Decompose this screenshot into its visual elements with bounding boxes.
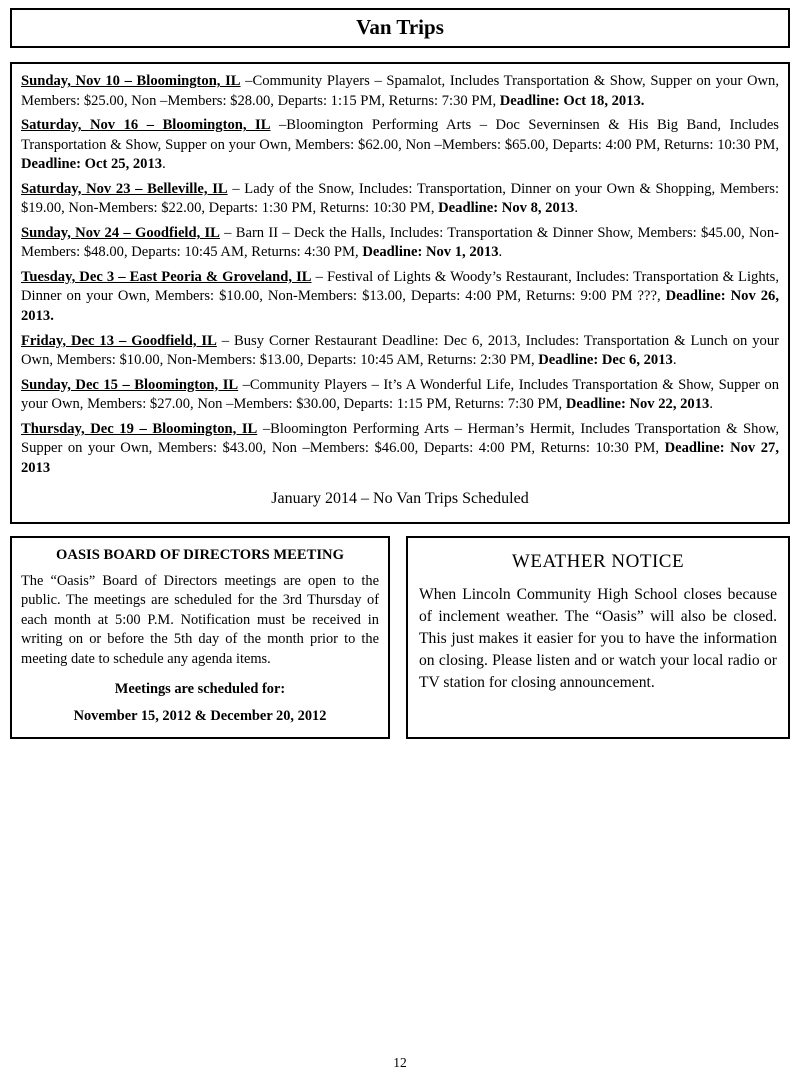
page-title: Van Trips <box>356 15 444 39</box>
board-schedule-dates: November 15, 2012 & December 20, 2012 <box>73 708 327 725</box>
trip-segment-bold: Deadline: Dec 6, 2013 <box>538 352 673 369</box>
trip-segment-bold: Deadline: Nov 1, 2013 <box>362 244 499 261</box>
trip-entry <box>21 116 779 175</box>
trip-segment-bold: Deadline: Nov 26, 2013. <box>21 288 779 325</box>
trip-segment-heading: Saturday, Nov 16 – Bloomington, IL <box>21 117 271 134</box>
weather-notice-title: WEATHER NOTICE <box>511 550 685 572</box>
board-meeting-title: OASIS BOARD OF DIRECTORS MEETING <box>56 546 344 563</box>
trip-entry <box>21 420 779 479</box>
trip-segment-heading: Sunday, Nov 24 – Goodfield, IL <box>21 224 220 241</box>
no-trips-note: January 2014 – No Van Trips Scheduled <box>271 490 529 508</box>
trip-segment-bold: Deadline: Oct 25, 2013 <box>21 156 163 173</box>
trip-segment-normal: . <box>162 156 166 173</box>
trip-entry <box>21 72 779 111</box>
trip-segment-normal: . <box>709 396 713 413</box>
trip-segment-normal: – Busy Corner Restaurant Deadline: Dec 6, 2013, Includes: Transportation & Lunch on your Own, Members: $10.00, Non-Members: $13.00, Departs: 10:45 AM, Returns: 2:30 PM, <box>21 332 779 369</box>
trip-segment-normal: – Festival of Lights & Woody’s Restaurant, Includes: Transportation & Lights, Dinner on your Own, Members: $10.00, Non-Members: $13.00, Departs: 4:00 PM, Returns: 9:00 PM ???, <box>21 268 779 305</box>
page-title-box <box>10 8 790 48</box>
trip-segment-normal: . <box>672 352 677 369</box>
page-number: 12 <box>393 1055 407 1070</box>
board-meeting-panel <box>10 536 390 739</box>
trip-segment-heading: Friday, Dec 13 – Goodfield, IL <box>21 332 217 349</box>
trip-segment-bold: Deadline: Oct 18, 2013. <box>499 92 645 109</box>
weather-notice-body: When Lincoln Community High School closes because of inclement weather. The “Oasis” will also be closed. This just makes it easier for you to have the information on closing. Please listen and or watch your local radio or TV station for closing announcement. <box>419 585 777 692</box>
trip-segment-normal: . <box>574 200 579 217</box>
trip-entry <box>21 180 779 219</box>
trip-segment-heading: Thursday, Dec 19 – Bloomington, IL <box>21 420 258 437</box>
van-trips-box <box>10 62 790 524</box>
trip-segment-heading: Tuesday, Dec 3 – East Peoria & Groveland, IL <box>21 268 312 285</box>
bottom-row <box>10 536 790 739</box>
board-schedule-label: Meetings are scheduled for: <box>114 680 286 697</box>
weather-notice-panel <box>406 536 790 739</box>
trip-segment-normal: –Bloomington Performing Arts – Herman’s Hermit, Includes Transportation & Show, Supper on your Own, Members: $43.00, Non –Members: $46.00, Departs: 4:00 PM, Returns: 10:30 PM, <box>21 420 779 457</box>
trip-segment-heading: Sunday, Dec 15 – Bloomington, IL <box>21 376 239 393</box>
trip-list <box>21 72 779 478</box>
trip-segment-normal: –Community Players – Spamalot, Includes Transportation & Show, Supper on your Own, Members: $25.00, Non –Members: $28.00, Departs: 1:15 PM, Returns: 7:30 PM, <box>21 73 780 109</box>
trip-segment-normal: – Lady of the Snow, Includes: Transportation, Dinner on your Own & Shopping, Members: $19.00, Non-Members: $22.00, Departs: 1:30 PM, Returns: 10:30 PM, <box>21 180 780 217</box>
trip-segment-heading: Saturday, Nov 23 – Belleville, IL <box>21 180 228 197</box>
trip-entry <box>21 268 779 327</box>
trip-entry <box>21 224 779 263</box>
trip-segment-bold: Deadline: Nov 27, 2013 <box>21 440 779 476</box>
trip-segment-normal: . <box>498 244 503 261</box>
trip-entry <box>21 332 779 371</box>
trip-entry <box>21 376 779 415</box>
trip-segment-normal: –Community Players – It’s A Wonderful Life, Includes Transportation & Show, Supper on your Own, Members: $27.00, Non –Members: $30.00, Departs: 1:15 PM, Returns: 7:30 PM, <box>21 376 779 413</box>
trip-segment-bold: Deadline: Nov 22, 2013 <box>565 396 710 413</box>
trip-segment-normal: – Barn II – Deck the Halls, Includes: Transportation & Dinner Show, Members: $45.00, Non-Members: $48.00, Departs: 10:45 AM, Returns: 4:30 PM, <box>21 224 779 261</box>
trip-segment-heading: Sunday, Nov 10 – Bloomington, IL <box>21 73 241 89</box>
trip-segment-normal: –Bloomington Performing Arts – Doc Severninsen & His Big Band, Includes Transportation & Show, Supper on your Own, Members: $62.00, Non –Members: $65.00, Departs: 4:00 PM, Returns: 10:30 PM, <box>21 117 779 153</box>
board-meeting-body: The “Oasis” Board of Directors meetings are open to the public. The meetings are scheduled for the 3rd Thursday of each month at 5:00 P.M. Notification must be received in writing on or before the 5th day of the month prior to the meeting date to schedule any agenda items. <box>21 572 379 667</box>
trip-segment-bold: Deadline: Nov 8, 2013 <box>438 200 575 217</box>
